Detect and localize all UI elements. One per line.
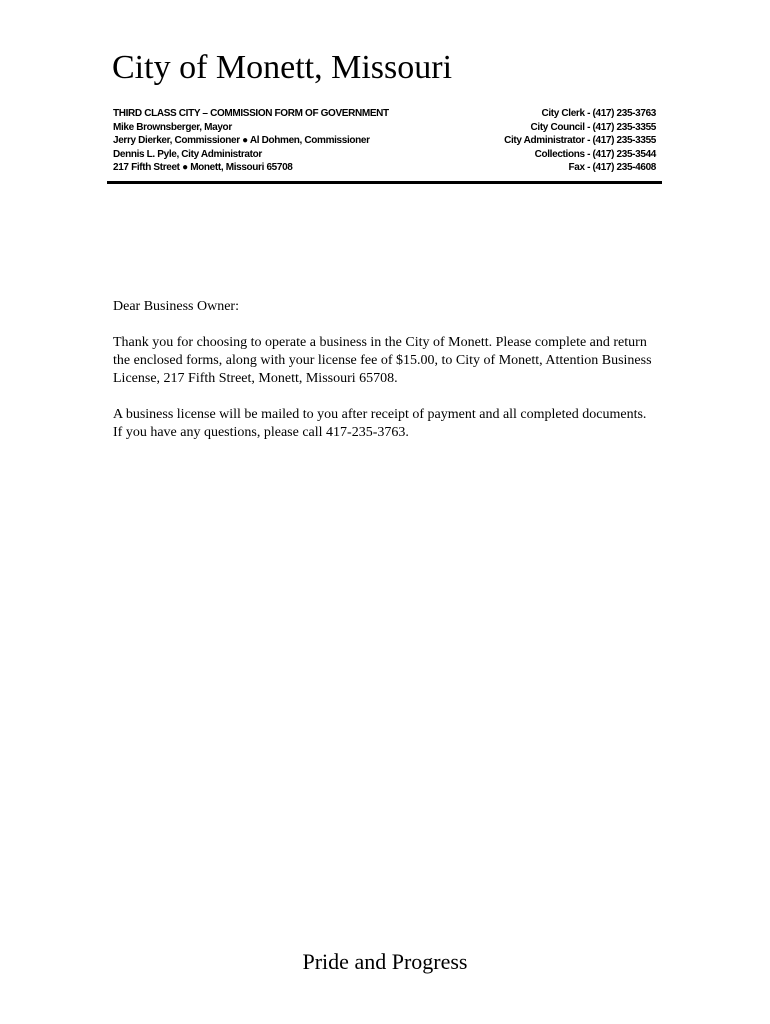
mayor-line: Mike Brownsberger, Mayor — [113, 121, 232, 133]
collections-phone: Collections - (417) 235-3544 — [534, 148, 656, 160]
letterhead-divider — [107, 181, 662, 184]
commissioners-line: Jerry Dierker, Commissioner ● Al Dohmen, Commissioner — [113, 135, 370, 147]
letter-paragraph-1: Thank you for choosing to operate a business in the City of Monett. Please complete and return the enclosed forms, along with your license fee of $15.00, to City of Monett, Attention Business License, 217 Fifth Street, Monett, Missouri 65708. — [113, 335, 652, 386]
city-administrator-phone: City Administrator - (417) 235-3355 — [504, 135, 656, 147]
address-line: 217 Fifth Street ● Monett, Missouri 65708 — [113, 162, 293, 174]
government-form-line: THIRD CLASS CITY – COMMISSION FORM OF GOVERNMENT — [113, 108, 389, 119]
footer-motto: Pride and Progress — [302, 949, 468, 974]
letterhead-title: City of Monett, Missouri — [112, 49, 453, 86]
city-clerk-phone: City Clerk - (417) 235-3763 — [541, 108, 656, 119]
letterhead-contacts-block — [504, 107, 656, 175]
city-administrator-line: Dennis L. Pyle, City Administrator — [113, 148, 262, 160]
letter-paragraph-2: A business license will be mailed to you after receipt of payment and all completed documents. If you have any questions, please call 417-235-3763. — [113, 407, 647, 440]
letter-salutation: Dear Business Owner: — [113, 299, 239, 314]
city-council-phone: City Council - (417) 235-3355 — [530, 121, 656, 133]
fax-number: Fax - (417) 235-4608 — [568, 162, 656, 174]
letterhead-officials-block — [113, 107, 389, 175]
